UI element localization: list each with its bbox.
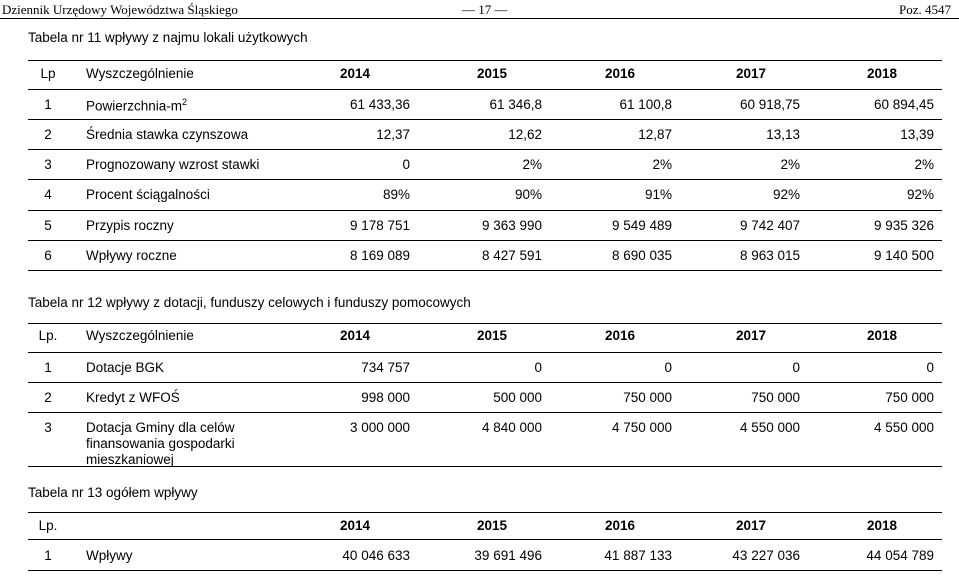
cell-value: 90%	[514, 187, 542, 202]
table-rule	[28, 382, 942, 383]
column-header: 2015	[476, 66, 508, 81]
row-label: Kredyt z WFOŚ	[86, 390, 180, 405]
cell-value: 44 054 789	[866, 548, 934, 563]
cell-value: 40 046 633	[342, 548, 410, 563]
cell-value: 9 549 489	[611, 218, 672, 233]
column-header: 2014	[339, 518, 371, 533]
cell-value: 4 750 000	[611, 420, 672, 435]
cell-value: 0	[792, 360, 800, 375]
table-rule	[28, 149, 942, 150]
row-label: Przypis roczny	[86, 218, 174, 233]
cell-value: 4 840 000	[481, 420, 542, 435]
cell-value: 89%	[382, 187, 410, 202]
table-rule	[28, 323, 942, 324]
table-rule	[28, 240, 942, 241]
row-label: Dotacja Gminy dla celów finansowania gospodarki mieszkaniowej	[86, 420, 235, 467]
table-rule	[28, 570, 942, 571]
cell-value: 61 433,36	[349, 97, 410, 112]
cell-value: 2%	[652, 157, 672, 172]
table13	[28, 512, 942, 572]
table11	[28, 60, 942, 272]
table-rule	[28, 412, 942, 413]
cell-value: 3 000 000	[349, 420, 410, 435]
table13-caption: Tabela nr 13 ogółem wpływy	[28, 485, 198, 500]
cell-value: 61 346,8	[489, 97, 542, 112]
row-label: Wpływy roczne	[86, 248, 177, 263]
column-header: Wyszczególnienie	[86, 328, 194, 343]
column-header: 2016	[604, 518, 636, 533]
cell-value: 91%	[644, 187, 672, 202]
cell-value: 2%	[522, 157, 542, 172]
table12-caption: Tabela nr 12 wpływy z dotacji, funduszy celowych i funduszy pomocowych	[28, 295, 471, 310]
table-rule	[28, 60, 942, 61]
cell-value: 998 000	[361, 390, 410, 405]
table-rule	[28, 352, 942, 353]
cell-value: 12,37	[376, 127, 410, 142]
column-header: Lp.	[38, 518, 58, 533]
row-label: Powierzchnia-$m^2$	[86, 97, 188, 114]
row-number: 1	[44, 548, 52, 563]
cell-value: 43 227 036	[732, 548, 800, 563]
cell-value: 9 140 500	[873, 248, 934, 263]
cell-value: 0	[664, 360, 672, 375]
row-number: 4	[44, 187, 52, 202]
cell-value: 2%	[780, 157, 800, 172]
cell-value: 8 427 591	[481, 248, 542, 263]
row-number: 6	[44, 248, 52, 263]
header-rule	[0, 18, 959, 19]
column-header: 2016	[604, 328, 636, 343]
column-header: 2017	[735, 66, 767, 81]
table-rule	[28, 119, 942, 120]
cell-value: 12,87	[638, 127, 672, 142]
cell-value: 9 178 751	[349, 218, 410, 233]
cell-value: 734 757	[361, 360, 410, 375]
row-label: Średnia stawka czynszowa	[86, 127, 249, 142]
cell-value: 0	[402, 157, 410, 172]
page-number: — 17 —	[462, 2, 508, 17]
row-number: 2	[44, 390, 52, 405]
row-label: Prognozowany wzrost stawki	[86, 157, 260, 172]
table-rule	[28, 512, 942, 513]
column-header: Lp.	[38, 328, 58, 343]
row-number: 1	[44, 360, 52, 375]
journal-title: Dziennik Urzędowy Województwa Śląskiego	[2, 2, 238, 17]
cell-value: 2%	[914, 157, 934, 172]
cell-value: 750 000	[885, 390, 934, 405]
column-header: 2016	[604, 66, 636, 81]
row-number: 5	[44, 218, 52, 233]
cell-value: 41 887 133	[604, 548, 672, 563]
position-number: Poz. 4547	[899, 2, 951, 17]
cell-value: 12,62	[508, 127, 542, 142]
table11-caption: Tabela nr 11 wpływy z najmu lokali użytkowych	[28, 30, 308, 45]
cell-value: 92%	[906, 187, 934, 202]
table-rule	[28, 179, 942, 180]
table-rule	[28, 210, 942, 211]
cell-value: 8 963 015	[739, 248, 800, 263]
cell-value: 500 000	[493, 390, 542, 405]
cell-value: 4 550 000	[739, 420, 800, 435]
row-number: 2	[44, 127, 52, 142]
cell-value: 4 550 000	[873, 420, 934, 435]
row-label: Wpływy	[86, 548, 133, 563]
cell-value: 0	[534, 360, 542, 375]
row-label: Procent ściągalności	[86, 187, 210, 202]
cell-value: 60 918,75	[739, 97, 800, 112]
column-header: 2014	[339, 66, 371, 81]
cell-value: 8 690 035	[611, 248, 672, 263]
table-rule	[28, 539, 942, 540]
column-header: 2017	[735, 518, 767, 533]
column-header: Lp	[40, 66, 56, 81]
column-header: 2014	[339, 328, 371, 343]
cell-value: 13,13	[766, 127, 800, 142]
row-number: 3	[44, 157, 52, 172]
table-rule	[28, 466, 942, 467]
column-header: 2018	[866, 328, 898, 343]
unit-superscript: 2	[182, 97, 188, 107]
row-label: Dotacje BGK	[86, 360, 165, 375]
row-number: 1	[44, 97, 52, 112]
table-rule	[28, 89, 942, 90]
page-header	[0, 0, 959, 20]
table-rule	[28, 270, 942, 271]
cell-value: 750 000	[623, 390, 672, 405]
cell-value: 61 100,8	[619, 97, 672, 112]
cell-value: 0	[926, 360, 934, 375]
cell-value: 8 169 089	[349, 248, 410, 263]
table12	[28, 323, 942, 471]
cell-value: 60 894,45	[873, 97, 934, 112]
column-header: 2015	[476, 328, 508, 343]
cell-value: 13,39	[900, 127, 934, 142]
cell-value: 9 935 326	[873, 218, 934, 233]
cell-value: 9 363 990	[481, 218, 542, 233]
cell-value: 92%	[772, 187, 800, 202]
cell-value: 39 691 496	[474, 548, 542, 563]
cell-value: 9 742 407	[739, 218, 800, 233]
column-header: 2015	[476, 518, 508, 533]
column-header: 2018	[866, 66, 898, 81]
cell-value: 750 000	[751, 390, 800, 405]
column-header: Wyszczególnienie	[86, 66, 194, 81]
row-number: 3	[44, 420, 52, 435]
column-header: 2018	[866, 518, 898, 533]
column-header: 2017	[735, 328, 767, 343]
